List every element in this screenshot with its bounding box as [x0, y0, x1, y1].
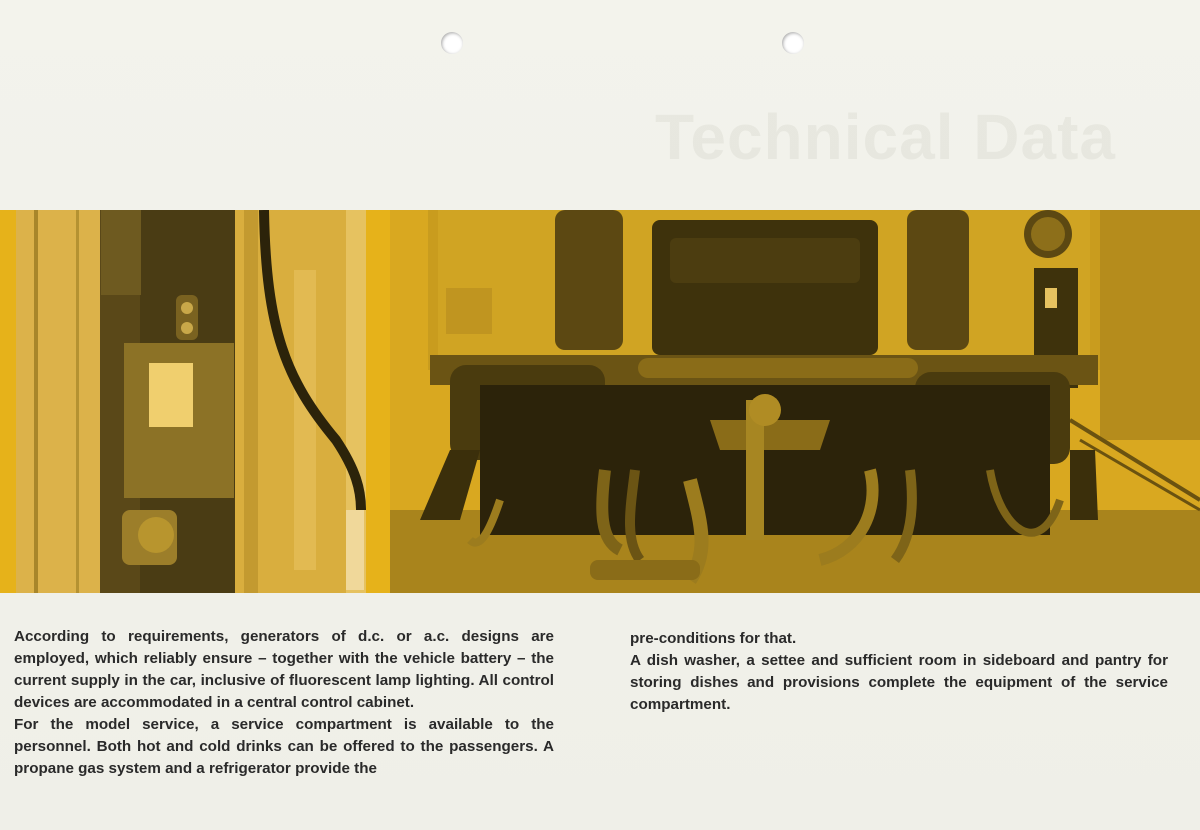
body-text-right-column	[630, 628, 1168, 716]
photo-band	[0, 210, 1200, 593]
body-text-left-column	[14, 626, 554, 780]
show-through-heading: Technical Data	[655, 101, 1116, 173]
coupling-buffers-photo	[390, 210, 1200, 593]
paragraph-continuation: pre-conditions for that.	[630, 630, 797, 647]
binder-hole-left	[441, 32, 463, 54]
paragraph-generators: According to requirements, generators of d.c. or a.c. designs are employed, which reliably ensure – together with the vehicle battery – the current supply in the car, inclusive of fluorescent lamp lighting. All control devices are accommodated in a central control cabinet.	[14, 628, 554, 711]
binder-hole-right	[782, 32, 804, 54]
paragraph-equipment: A dish washer, a settee and sufficient room in sideboard and pantry for storing dishes and provisions complete the equipment of the service compartment.	[630, 652, 1168, 713]
electrical-cabinet-photo	[16, 210, 366, 593]
paragraph-service-compartment: For the model service, a service compartment is available to the personnel. Both hot and cold drinks can be offered to the passengers. A propane gas system and a refrigerator provide the	[14, 716, 554, 777]
